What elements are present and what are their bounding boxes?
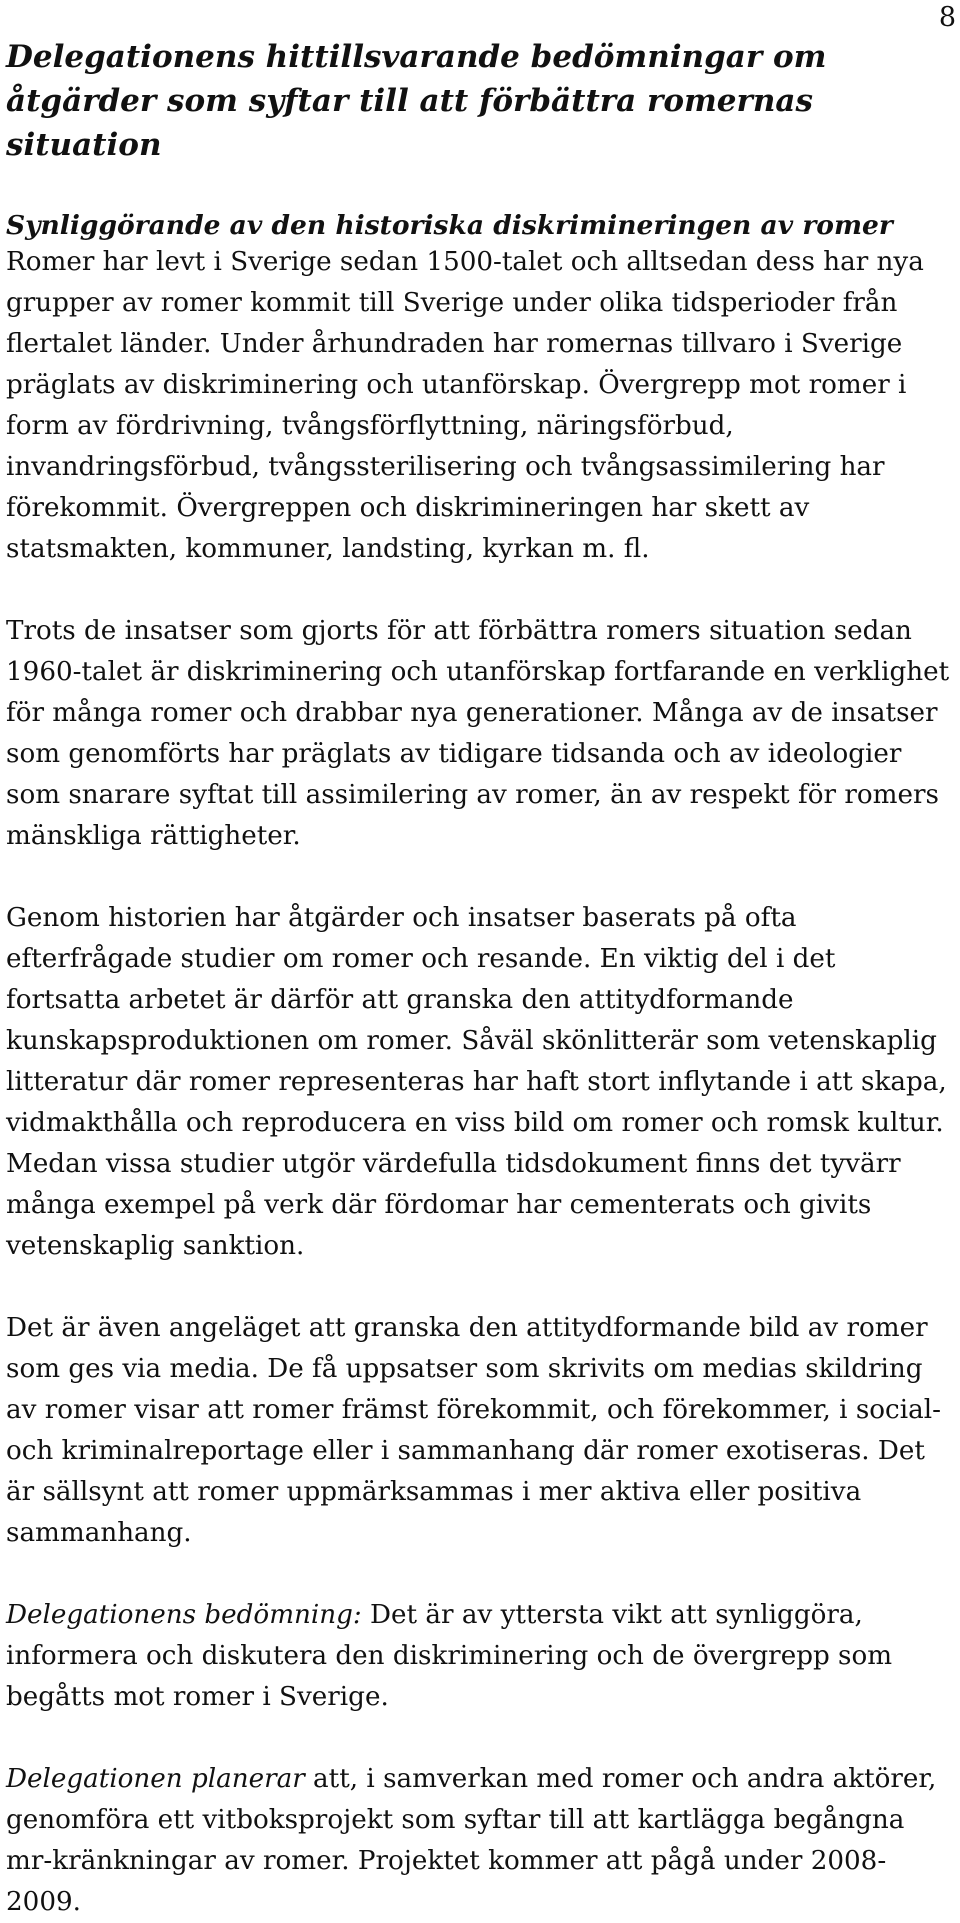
subsection-heading: Synliggörande av den historiska diskrimineringen av romer — [6, 210, 893, 241]
paragraph-kunskapsproduktion: Genom historien har åtgärder och insatser baserats på ofta efterfrågade studier om romer och resande. En viktig del i det fortsatta arbetet är därför att granska den attitydformande kunskapsproduktionen om romer. Såväl skönlitterär som vetenskaplig litteratur där romer representeras har haft stort inflytande i att skapa, vidmakthålla och reproducera en viss bild om romer och romsk kultur. Medan vissa studier utgör värdefulla tidsdokument finns det tyvärr många exempel på verk där fördomar har cementerats och givits vetenskaplig sanktion. — [6, 903, 947, 1261]
assessment-lead: Delegationens bedömning: — [6, 1600, 362, 1630]
plan-lead: Delegationen planerar — [6, 1764, 305, 1794]
paragraph-history: Romer har levt i Sverige sedan 1500-talet och alltsedan dess har nya grupper av romer kommit till Sverige under olika tidsperioder från flertalet länder. Under århundraden har romernas tillvaro i Sverige präglats av diskriminering och utanförskap. Övergrepp mot romer i form av fördrivning, tvångsförflyttning, näringsförbud, invandringsförbud, tvångssterilisering och tvångsassimilering har förekommit. Övergreppen och diskrimineringen har skett av statsmakten, kommuner, landsting, kyrkan m. fl. — [6, 247, 924, 564]
page-number: 8 — [938, 2, 956, 33]
section-heading: Delegationens hittillsvarande bedömningar om åtgärder som syftar till att förbättra romernas situation — [6, 39, 827, 163]
assessment-text: Det är av yttersta vikt att synliggöra, informera och diskutera den diskriminering och de övergrepp som begåtts mot romer i Sverige. — [6, 1600, 893, 1712]
paragraph-media: Det är även angeläget att granska den attitydformande bild av romer som ges via media. De få uppsatser som skrivits om medias skildring av romer visar att romer främst förekommit, och förekommer, i social- och kriminalreportage eller i sammanhang där romer exotiseras. Det är sällsynt att romer uppmärksammas i mer aktiva eller positiva sammanhang. — [6, 1313, 941, 1548]
paragraph-insatser: Trots de insatser som gjorts för att förbättra romers situation sedan 1960-talet är diskriminering och utanförskap fortfarande en verklighet för många romer och drabbar nya generationer. Många av de insatser som genomförts har präglats av tidigare tidsanda och av ideologier som snarare syftat till assimilering av romer, än av respekt för romers mänskliga rättigheter. — [6, 616, 950, 851]
plan-text: att, i samverkan med romer och andra aktörer, genomföra ett vitboksprojekt som syftar till att kartlägga begångna mr-kränkningar av romer. Projektet kommer att pågå under 2008-2009. — [6, 1764, 937, 1917]
paragraph-plan — [6, 1759, 956, 1923]
document-body — [6, 0, 956, 1923]
paragraph-assessment — [6, 1595, 956, 1718]
